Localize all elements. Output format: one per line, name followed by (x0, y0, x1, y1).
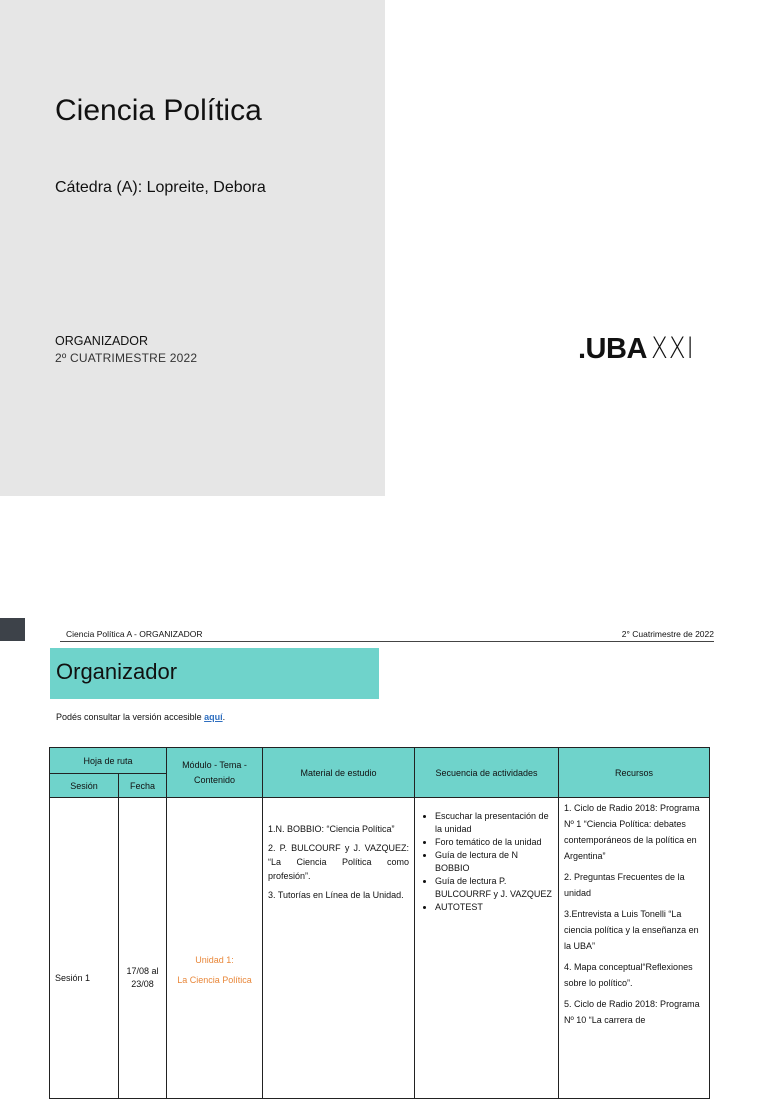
section-title-box (50, 648, 379, 699)
list-item: • Foro temático de la unidad (435, 836, 554, 849)
resource-item: 4. Mapa conceptual“Reflexiones sobre lo político”. (564, 962, 693, 988)
table-row (50, 798, 710, 1099)
page-header-right: 2° Cuatrimestre de 2022 (621, 629, 714, 639)
material-item: 1.N. BOBBIO: “Ciencia Política” (268, 824, 395, 834)
unit-topic: La Ciencia Política (177, 975, 252, 985)
list-item: • AUTOTEST (435, 901, 554, 914)
accessible-note-end: . (222, 712, 226, 722)
header-divider (60, 641, 714, 642)
list-item: • Escuchar la presentación de la unidad (435, 810, 554, 836)
cell-material (263, 798, 415, 1099)
page-thumbnail-marker[interactable] (0, 618, 25, 641)
accessible-version-note (56, 712, 225, 722)
resource-item: 2. Preguntas Frecuentes de la unidad (564, 872, 685, 898)
term-label: 2º CUATRIMESTRE 2022 (55, 351, 198, 365)
page-title: Ciencia Política (55, 94, 262, 127)
cell-modulo (167, 798, 263, 1099)
page-header-left: Ciencia Política A - ORGANIZADOR (66, 629, 203, 639)
organizer-table (49, 747, 710, 1099)
accessible-note-text: Podés consultar la versión accesible (56, 712, 205, 722)
header-secuencia: Secuencia de actividades (415, 748, 559, 798)
logo-xxi-text: XXI (650, 331, 695, 365)
material-item: 3. Tutorías en Línea de la Unidad. (268, 890, 404, 900)
cell-fecha: 17/08 al 23/08 (119, 798, 167, 1099)
material-item: 2. P. BULCOURF y J. VAZQUEZ: “La Ciencia Política como profesión”. (268, 843, 409, 881)
organizer-label: ORGANIZADOR (55, 334, 149, 348)
cell-recursos (559, 798, 710, 1099)
header-fecha: Fecha (119, 774, 167, 798)
header-hoja-de-ruta: Hoja de ruta (50, 748, 167, 774)
section-title: Organizador (56, 659, 178, 684)
header-modulo: Módulo - Tema - Contenido (167, 748, 263, 798)
activities-list (421, 810, 554, 914)
cover-panel (0, 0, 385, 496)
uba-xxi-logo (578, 331, 702, 366)
list-item: • Guía de lectura P. BULCOURRF y J. VAZQUEZ (435, 875, 554, 901)
cell-sesion: Sesión 1 (50, 798, 119, 1099)
unit-number: Unidad 1: (195, 955, 234, 965)
header-recursos: Recursos (559, 748, 710, 798)
list-item: • Guía de lectura de N BOBBIO (435, 849, 554, 875)
resource-item: 5. Ciclo de Radio 2018: Programa Nº 10 “La carrera de (564, 999, 700, 1025)
cell-actividades (415, 798, 559, 1099)
header-material: Material de estudio (263, 748, 415, 798)
accessible-version-link[interactable]: aquí (204, 712, 223, 722)
resource-item: 1. Ciclo de Radio 2018: Programa Nº 1 “Ciencia Política: debates contemporáneos de la política en Argentina” (564, 803, 700, 861)
resource-item: 3.Entrevista a Luis Tonelli “La ciencia política y la enseñanza en la UBA” (564, 909, 699, 951)
header-sesion: Sesión (50, 774, 119, 798)
catedra-subtitle: Cátedra (A): Lopreite, Debora (55, 179, 266, 196)
logo-uba-text: .UBA (578, 333, 647, 365)
